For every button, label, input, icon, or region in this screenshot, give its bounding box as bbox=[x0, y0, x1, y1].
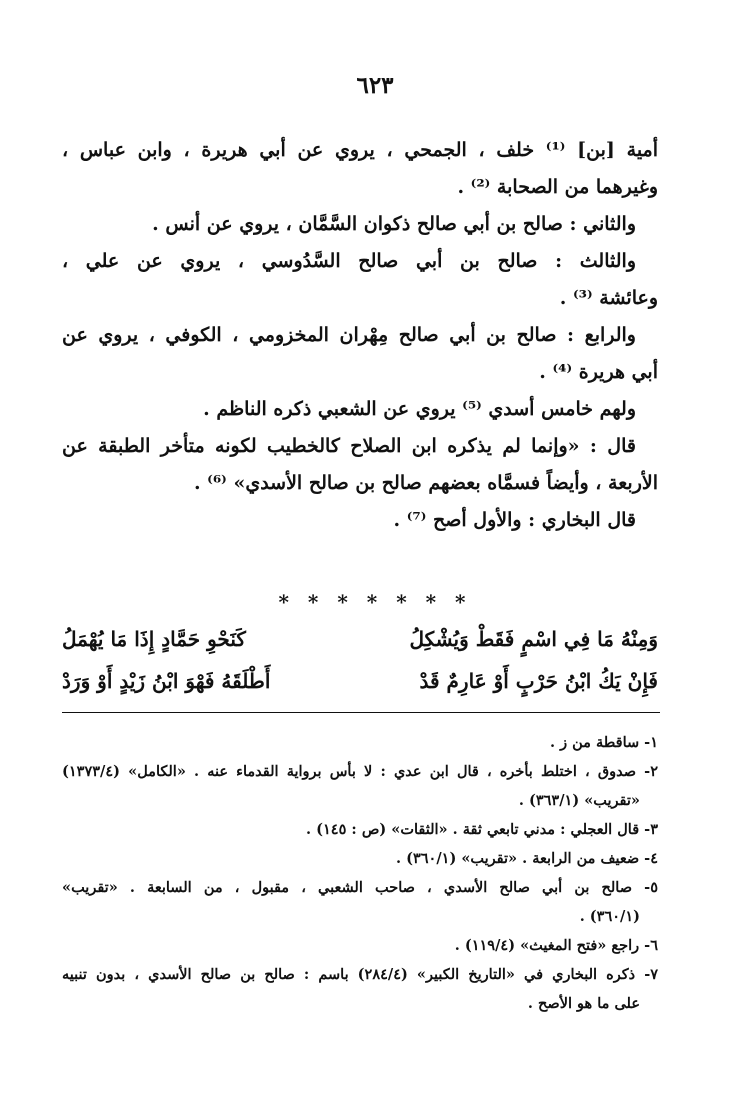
verse-second-hemistich: أَطْلَقَهُ فَهْوَ ابْنُ زَيْدٍ أَوْ وَرَدْ bbox=[62, 669, 271, 693]
main-text bbox=[62, 132, 658, 539]
footnote-line: ٢- صدوق ، اختلط بأخره ، قال ابن عدي : لا بأس برواية القدماء عنه . «الكامل» (١٣٧٣/٤) bbox=[62, 763, 658, 780]
footnote-line: على ما هو الأصح . bbox=[527, 995, 640, 1012]
verse-first-hemistich: فَإِنْ يَكُ ابْنُ حَرْبٍ أَوْ عَارِمٌ قَدْ bbox=[419, 669, 658, 693]
poem-verses bbox=[62, 618, 658, 702]
text-line: أبي هريرة ⁽⁴⁾ . bbox=[539, 361, 658, 383]
footnote-line: ٣- قال العجلي : مدني تابعي ثقة . «الثقات» (ص : ١٤٥) . bbox=[306, 821, 658, 838]
footnote-line: ٦- راجع «فتح المغيث» (١١٩/٤) . bbox=[454, 937, 658, 954]
section-separator: * * * * * * * bbox=[278, 590, 472, 614]
footnotes bbox=[62, 728, 658, 1018]
page-number: ٦٢٣ bbox=[356, 72, 394, 99]
text-line: والثاني : صالح بن أبي صالح ذكوان السَّمَّان ، يروي عن أنس . bbox=[152, 213, 636, 235]
verse-first-hemistich: وَمِنْهُ مَا فِي اسْمٍ فَقَطْ وَيُشْكِلُ bbox=[409, 627, 658, 651]
text-line: الأربعة ، وأيضاً فسمَّاه بعضهم صالح بن صالح الأسدي» ⁽⁶⁾ . bbox=[193, 472, 658, 494]
footnote-line: ٧- ذكره البخاري في «التاريخ الكبير» (٢٨٤/٤) باسم : صالح بن صالح الأسدي ، بدون تنبيه bbox=[62, 966, 659, 983]
verse-line bbox=[62, 660, 658, 702]
text-line: والرابع : صالح بن أبي صالح مِهْران المخزومي ، الكوفي ، يروي عن bbox=[62, 324, 636, 346]
text-line: والثالث : صالح بن أبي صالح السَّدُوسي ، يروي عن علي ، bbox=[62, 250, 636, 272]
text-line: وعائشة ⁽³⁾ . bbox=[559, 287, 658, 309]
footnote-line: ٤- ضعيف من الرابعة . «تقريب» (٣٦٠/١) . bbox=[396, 850, 658, 867]
footnote-divider bbox=[62, 712, 660, 713]
text-line: ولهم خامس أسدي ⁽⁵⁾ يروي عن الشعبي ذكره الناظم . bbox=[203, 398, 636, 420]
text-line: وغيرهما من الصحابة ⁽²⁾ . bbox=[457, 176, 658, 198]
footnote-line: ٥- صالح بن أبي صالح الأسدي ، صاحب الشعبي ، مقبول ، من السابعة . «تقريب» bbox=[62, 879, 658, 896]
footnote-line: ١- ساقطة من ز . bbox=[549, 734, 658, 751]
text-line: قال : «وإنما لم يذكره ابن الصلاح كالخطيب لكونه متأخر الطبقة عن bbox=[62, 435, 636, 457]
text-line: أمية [بن] ⁽¹⁾ خلف ، الجمحي ، يروي عن أبي هريرة ، وابن عباس ، bbox=[62, 139, 659, 161]
footnote-line: «تقريب» (٣٦٣/١) . bbox=[518, 792, 640, 809]
verse-second-hemistich: كَنَحْوِ حَمَّادٍ إِذَا مَا يُهْمَلُ bbox=[62, 627, 246, 651]
verse-line bbox=[62, 618, 658, 660]
text-line: قال البخاري : والأول أصح ⁽⁷⁾ . bbox=[393, 509, 636, 531]
footnote-line: (٣٦٠/١) . bbox=[579, 908, 640, 925]
